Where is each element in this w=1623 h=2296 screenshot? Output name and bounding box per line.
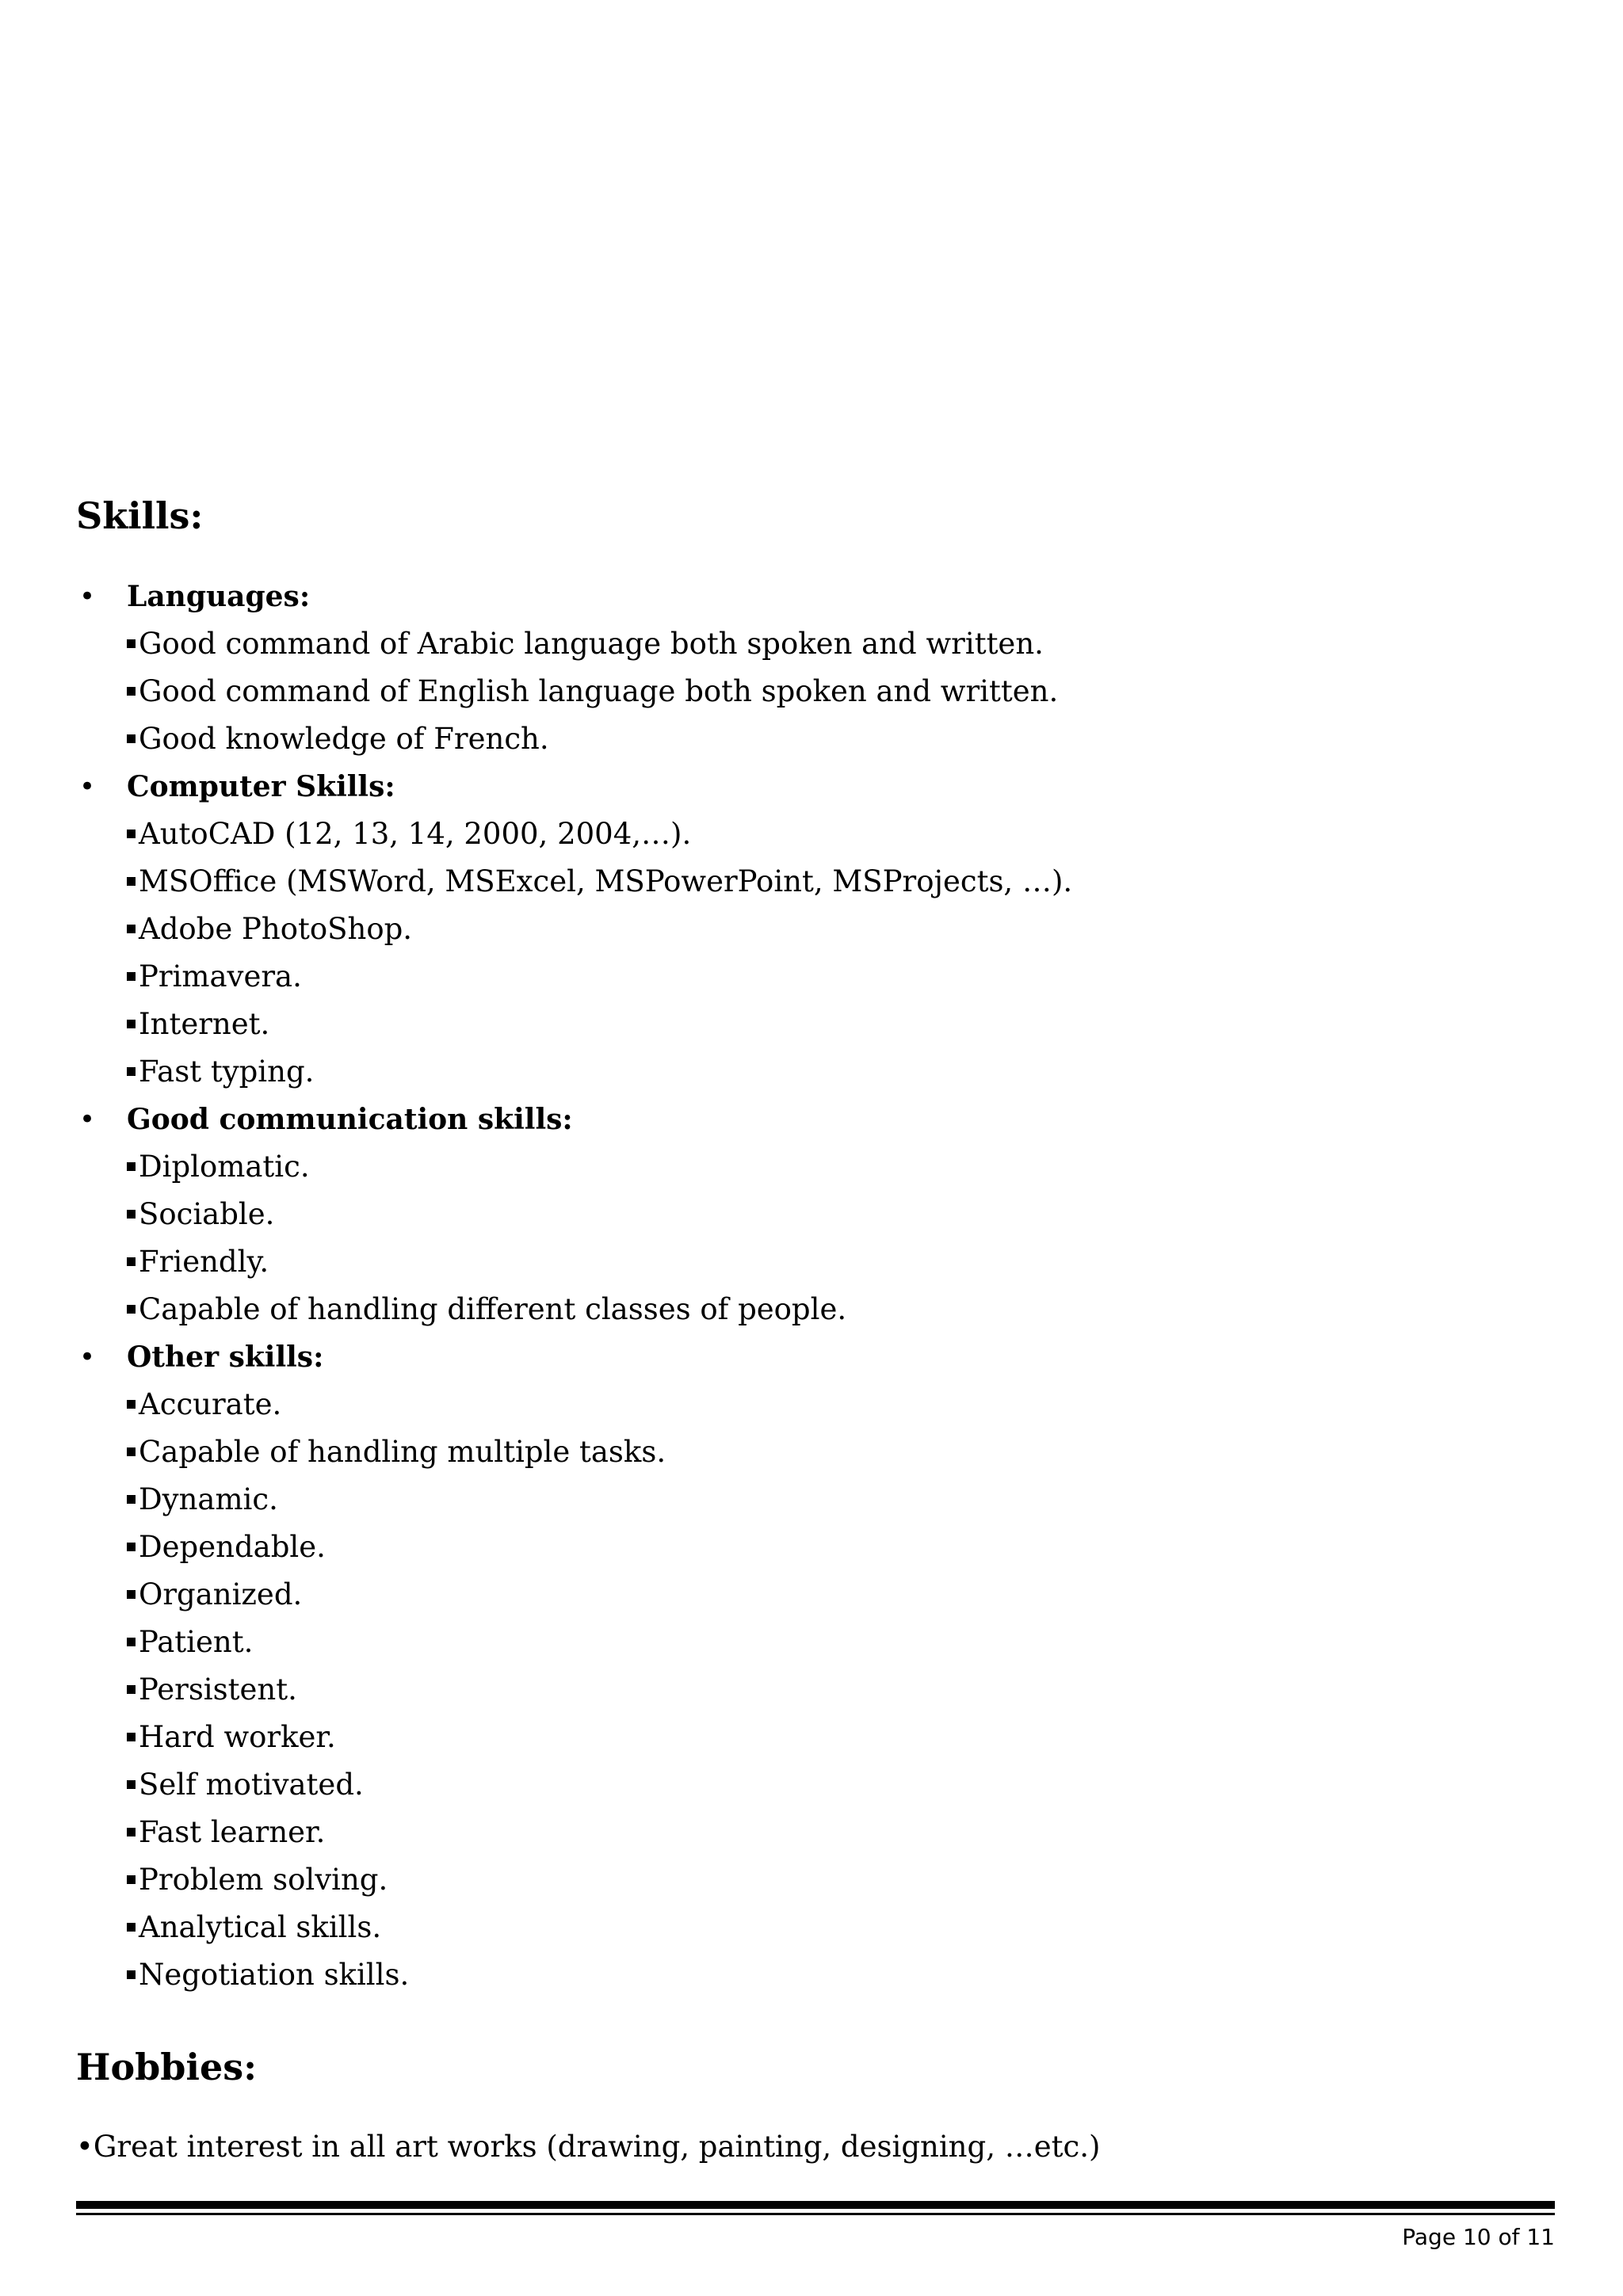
list-item: Dynamic.	[0, 1476, 1623, 1524]
square-bullet-icon	[127, 1495, 136, 1504]
hobby-item: •Great interest in all art works (drawing, painting, designing, …etc.)	[76, 2130, 1101, 2164]
skill-group-label: Other skills:	[127, 1341, 324, 1374]
list-item: Good knowledge of French.	[0, 715, 1623, 763]
list-item: Capable of handling multiple tasks.	[0, 1428, 1623, 1476]
hobbies-heading: Hobbies:	[76, 2046, 258, 2088]
square-bullet-icon	[127, 1447, 136, 1456]
skill-group-communication	[0, 1096, 1623, 1143]
skill-group-computer	[0, 763, 1623, 810]
square-bullet-icon	[127, 1875, 136, 1884]
skills-heading: Skills:	[76, 494, 204, 537]
square-bullet-icon	[127, 1257, 136, 1266]
list-item: Persistent.	[0, 1666, 1623, 1714]
square-bullet-icon	[127, 1923, 136, 1932]
footer-divider-thick	[76, 2201, 1555, 2209]
round-bullet-icon: •	[76, 2130, 94, 2164]
list-item: Accurate.	[0, 1381, 1623, 1428]
list-item: Self motivated.	[0, 1761, 1623, 1809]
square-bullet-icon	[127, 1733, 136, 1741]
skills-list	[0, 573, 1623, 1999]
list-item: Organized.	[0, 1571, 1623, 1619]
round-bullet-icon: •	[79, 771, 96, 803]
list-item: Hard worker.	[0, 1714, 1623, 1761]
list-item: AutoCAD (12, 13, 14, 2000, 2004,…).	[0, 810, 1623, 858]
square-bullet-icon	[127, 734, 136, 743]
list-item: Fast learner.	[0, 1809, 1623, 1856]
round-bullet-icon: •	[79, 1104, 96, 1135]
square-bullet-icon	[127, 1400, 136, 1409]
list-item: Internet.	[0, 1001, 1623, 1048]
square-bullet-icon	[127, 877, 136, 886]
list-item: Diplomatic.	[0, 1143, 1623, 1191]
list-item: Problem solving.	[0, 1856, 1623, 1904]
list-item: Good command of English language both spoken and written.	[0, 668, 1623, 715]
list-item: Patient.	[0, 1619, 1623, 1666]
square-bullet-icon	[127, 830, 136, 838]
skill-group-label: Computer Skills:	[127, 770, 395, 803]
square-bullet-icon	[127, 1970, 136, 1979]
list-item: Negotiation skills.	[0, 1951, 1623, 1999]
square-bullet-icon	[127, 1162, 136, 1171]
list-item: Primavera.	[0, 953, 1623, 1001]
list-item: Analytical skills.	[0, 1904, 1623, 1951]
square-bullet-icon	[127, 1780, 136, 1789]
list-item: Friendly.	[0, 1238, 1623, 1286]
square-bullet-icon	[127, 1638, 136, 1646]
list-item: Fast typing.	[0, 1048, 1623, 1096]
list-item: Adobe PhotoShop.	[0, 906, 1623, 953]
square-bullet-icon	[127, 1543, 136, 1551]
list-item: Good command of Arabic language both spoken and written.	[0, 620, 1623, 668]
list-item: MSOffice (MSWord, MSExcel, MSPowerPoint, MSProjects, …).	[0, 858, 1623, 906]
square-bullet-icon	[127, 1305, 136, 1314]
skill-group-label: Good communication skills:	[127, 1103, 573, 1136]
square-bullet-icon	[127, 1828, 136, 1836]
list-item: Dependable.	[0, 1524, 1623, 1571]
square-bullet-icon	[127, 1020, 136, 1028]
skill-group-label: Languages:	[127, 580, 311, 613]
square-bullet-icon	[127, 1685, 136, 1694]
round-bullet-icon: •	[79, 1341, 96, 1373]
square-bullet-icon	[127, 1210, 136, 1219]
square-bullet-icon	[127, 1590, 136, 1599]
skill-group-other	[0, 1333, 1623, 1381]
skill-group-languages	[0, 573, 1623, 620]
page-number: Page 10 of 11	[1402, 2224, 1555, 2250]
square-bullet-icon	[127, 972, 136, 981]
footer-divider-thin	[76, 2213, 1555, 2215]
square-bullet-icon	[127, 925, 136, 933]
square-bullet-icon	[127, 1067, 136, 1076]
round-bullet-icon: •	[79, 581, 96, 612]
square-bullet-icon	[127, 687, 136, 696]
square-bullet-icon	[127, 639, 136, 648]
list-item: Capable of handling different classes of people.	[0, 1286, 1623, 1333]
list-item: Sociable.	[0, 1191, 1623, 1238]
